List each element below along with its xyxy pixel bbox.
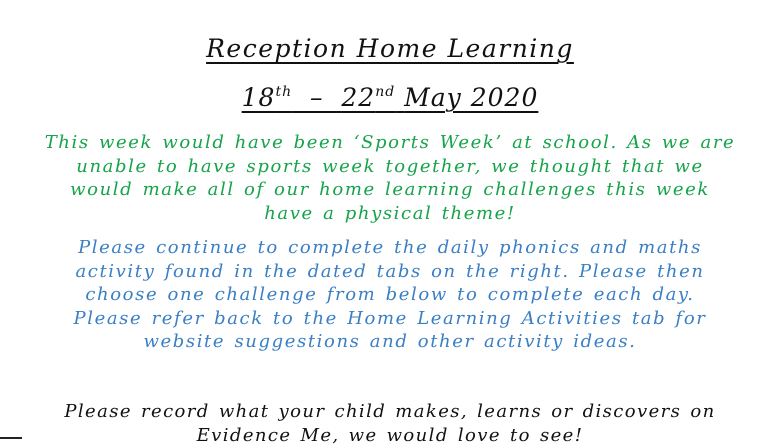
- page-edge-mark: [0, 437, 22, 439]
- evidence-me-paragraph: [20, 400, 760, 444]
- instructions-line: activity found in the dated tabs on the right. Please then: [75, 260, 705, 282]
- instructions-line: choose one challenge from below to complete each day.: [85, 284, 695, 305]
- document-title: Reception Home Learning: [206, 34, 574, 63]
- intro-line: would make all of our home learning challenges this week: [70, 179, 710, 200]
- end-day: 22: [341, 83, 376, 112]
- instructions-line: website suggestions and other activity ideas.: [143, 331, 637, 352]
- date-separator: –: [310, 83, 324, 112]
- instructions-line: Please refer back to the Home Learning Activities tab for: [73, 307, 707, 329]
- intro-line: have a physical theme!: [264, 202, 516, 224]
- sports-week-intro-paragraph: [20, 131, 760, 225]
- month-year: May 2020: [404, 83, 539, 112]
- end-day-suffix: nd: [375, 84, 396, 100]
- footer-line: Evidence Me, we would love to see!: [196, 424, 584, 444]
- start-day: 18: [241, 83, 276, 112]
- intro-line: unable to have sports week together, we thought that we: [76, 155, 704, 177]
- start-day-suffix: th: [275, 84, 293, 100]
- instructions-paragraph: [20, 236, 760, 354]
- date-range-heading: [0, 83, 780, 112]
- intro-line: This week would have been ‘Sports Week’ at school. As we are: [44, 132, 736, 153]
- instructions-line: Please continue to complete the daily phonics and maths: [78, 237, 702, 258]
- footer-line: Please record what your child makes, learns or discovers on: [64, 401, 716, 422]
